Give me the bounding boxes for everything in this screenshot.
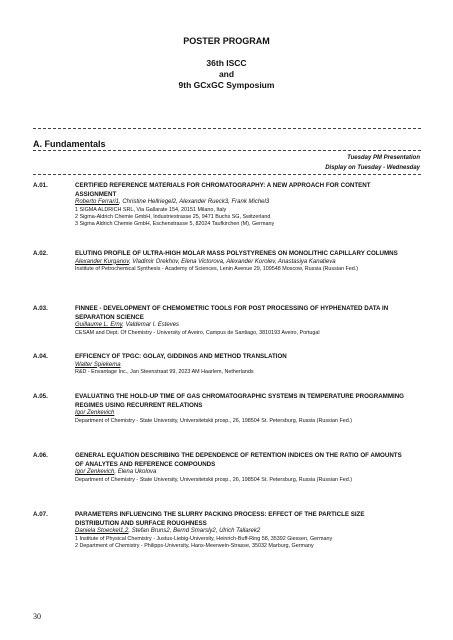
abstract-number: A.01. bbox=[33, 182, 48, 189]
co-authors: , Elena Ukolova bbox=[114, 469, 157, 476]
abstract-authors bbox=[75, 469, 405, 476]
abstract-number: A.02. bbox=[33, 250, 48, 257]
abstract-title: GENERAL EQUATION DESCRIBING THE DEPENDENCE OF RETENTION INDICES ON THE RATIO OF AMOUNTS OF ANALYTES AND REFERENCE COMPOUNDS bbox=[75, 452, 402, 468]
divider bbox=[33, 174, 421, 175]
divider bbox=[33, 150, 421, 151]
abstract-authors bbox=[75, 410, 405, 417]
abstract-title: ELUTING PROFILE OF ULTRA-HIGH MOLAR MASS POLYSTYRENES ON MONOLITHIC CAPILLARY COLUMNS bbox=[75, 250, 398, 257]
conference-line-1: 36th ISCC bbox=[206, 58, 247, 68]
abstract-title: PARAMETERS INFLUENCING THE SLURRY PACKING PROCESS: EFFECT OF THE PARTICLE SIZE DISTRIBUTION AND SURFACE ROUGHNESS bbox=[75, 511, 365, 527]
affiliation: Department of Chemistry - State University, Universitetskii prosp., 26, 198504 St. Petersburg, Russia (Russian Fed.) bbox=[75, 417, 353, 424]
presenting-author: Alexander Kurganov bbox=[75, 258, 129, 265]
abstract-title: EVALUATING THE HOLD-UP TIME OF GAS CHROMATOGRAPHIC SYSTEMS IN TEMPERATURE PROGRAMMING REGIMES USING RECURRENT RELATIONS bbox=[75, 393, 404, 409]
abstract-authors bbox=[75, 322, 405, 329]
presenting-author: Igor Zenkevich bbox=[75, 469, 115, 476]
abstract-title: FINNEE - DEVELOPMENT OF CHEMOMETRIC TOOLS FOR POST PROCESSING OF HYPHENATED DATA IN SEPARATION SCIENCE bbox=[75, 305, 389, 321]
abstract-number: A.06. bbox=[33, 452, 48, 459]
abstract-authors bbox=[75, 199, 405, 206]
affiliation: 3 Sigma Aldrich Chemie GmbH, Eschenstrasse 5, 82024 Taufkirchen (M), Germany bbox=[75, 220, 275, 227]
conference-heading bbox=[0, 58, 453, 91]
poster-program-heading: POSTER PROGRAM bbox=[183, 36, 270, 46]
session-label: Tuesday PM Presentation bbox=[347, 155, 420, 161]
presenting-author: Roberto Ferrari1 bbox=[75, 199, 120, 206]
co-authors: , Christine Hellriegel2, Alexander Rueck3, Frank Michel3 bbox=[119, 199, 270, 206]
conference-line-3: 9th GCxGC Symposium bbox=[178, 80, 275, 90]
divider bbox=[33, 128, 421, 129]
co-authors: , Valdemar I. Esteves bbox=[122, 322, 180, 329]
conference-line-2: and bbox=[218, 69, 235, 79]
abstract-number: A.07. bbox=[33, 511, 48, 518]
co-authors: , Stefan Bruns2, Bernd Smarsly2, Ulrich Tallarek2 bbox=[128, 528, 261, 535]
presenting-author: Igor Zenkevich bbox=[75, 410, 115, 417]
affiliation: CESAM and Dept. Of Chemistry - University of Aveiro, Campus de Santiago, 3810193 Aveiro, Portugal bbox=[75, 329, 320, 336]
display-label: Display on Tuesday - Wednesday bbox=[325, 165, 420, 171]
section-title: A. Fundamentals bbox=[33, 139, 106, 149]
presenting-author: Daniela Stoeckel1,2 bbox=[75, 528, 129, 535]
affiliation: Institute of Petrochemical Synthesis - Academy of Sciences, Lenin Avenue 29, 109548 Moscow, Russia (Russian Fed.) bbox=[75, 266, 359, 272]
abstract-number: A.05. bbox=[33, 393, 48, 400]
affiliation: 1 SIGMA ALDRICH SRL, Via Gallarate 154, 20151 Milano, Italy bbox=[75, 206, 227, 213]
affiliation: 2 Department of Chemistry - Philipps-University, Hans-Meerwein-Strasse, 35032 Marburg, Germany bbox=[75, 542, 314, 549]
affiliation: Department of Chemistry - State University, Universitetskii prosp., 26, 198504 St. Petersburg, Russia (Russian Fed.) bbox=[75, 476, 353, 483]
presenting-author: Walter Spiekema bbox=[75, 361, 121, 368]
abstract-authors bbox=[75, 528, 405, 535]
abstract-title: EFFICENCY OF TPGC: GOLAY, GIDDINGS AND METHOD TRANSLATION bbox=[75, 353, 287, 360]
affiliation: 2 Sigma-Aldrich Chemie GmbH, Industriestrasse 25, 9471 Buchs SG, Switzerland bbox=[75, 213, 271, 220]
affiliation: R&D - Envantage Inc., Jan Steenstraat 99, 2023 AM Haarlem, Netherlands bbox=[75, 369, 254, 375]
page-number: 30 bbox=[33, 612, 41, 621]
affiliation: 1 Institute of Physical Chemistry - Justus-Liebig-University, Heinrich-Buff-Ring 58, 35392 Giessen, Germany bbox=[75, 535, 333, 542]
abstract-number: A.03. bbox=[33, 305, 48, 312]
abstract-number: A.04. bbox=[33, 353, 48, 360]
co-authors: , Vladimir Orekhov, Elena Victorova, Alexander Korolev, Anastasiya Kanatieva bbox=[128, 258, 336, 265]
abstract-title: CERTIFIED REFERENCE MATERIALS FOR CHROMATOGRAPHY: A NEW APPROACH FOR CONTENT ASSIGNMENT bbox=[75, 182, 371, 198]
abstract-authors bbox=[75, 362, 405, 369]
presenting-author: Guillaume L. Erny bbox=[75, 322, 123, 329]
abstract-authors bbox=[75, 259, 405, 266]
